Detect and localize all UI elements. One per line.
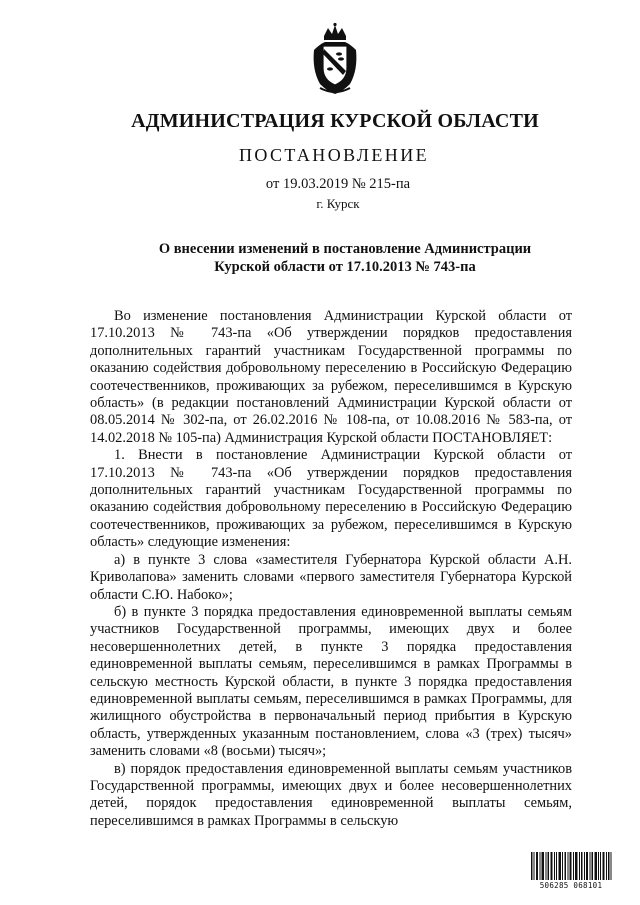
item-v-paragraph: в) порядок предоставления единовременной выплаты семьям участников Государственной программы, имеющих двух и более несовершеннолетних детей, порядок предоставления единовременной выплаты семьям, переселившимся в рамках Программы в сельскую [90, 760, 572, 829]
item-b-paragraph: б) в пункте 3 порядка предоставления единовременной выплаты семьям участников Государственной программы, имеющих двух и более несовершеннолетних детей, в пункте 3 порядка предоставления единовременной выплаты семьям, переселившимся в рамках Программы в сельскую местность Курской области, в пункте 3 порядка предоставления единовременной выплаты семьям, переселившимся в рамках Программы, для жилищного обустройства в первоначальный период прибытия в Курскую область, утвержденных указанным постановлением, слова «3 (трех) тысяч» заменить словами «8 (восьми) тысяч»; [90, 603, 572, 760]
barcode-bars [530, 852, 612, 880]
document-body [90, 308, 572, 830]
document-type: ПОСТАНОВЛЕНИЕ [238, 145, 430, 165]
document-city: г. Курск [316, 196, 360, 211]
organization-title: АДМИНИСТРАЦИЯ КУРСКОЙ ОБЛАСТИ [131, 110, 539, 132]
coat-of-arms-emblem [310, 22, 360, 96]
preamble-paragraph: Во изменение постановления Администрации Курской области от 17.10.2013 № 743-па «Об утверждении порядков предоставления дополнительных гарантий участникам Государственной программы по оказанию содействия добровольному переселению в Российскую Федерацию соотечественников, проживающих за рубежом, переселившимся в Курскую область» (в редакции постановлений Администрации Курской области от 08.05.2014 № 302-па, от 26.02.2016 № 108-па, от 10.08.2016 № 583-па, от 14.02.2018 № 105-па) Администрация Курской области ПОСТАНОВЛЯЕТ: [90, 308, 572, 446]
heading-line-1: О внесении изменений в постановление Администрации [158, 241, 532, 257]
barcode-number: 506285 068101 [539, 881, 603, 890]
document-date-number: от 19.03.2019 № 215-па [265, 176, 411, 192]
heading-line-2: Курской области от 17.10.2013 № 743-па [214, 259, 476, 275]
document-heading [90, 240, 570, 276]
item-1-paragraph: 1. Внести в постановление Администрации Курской области от 17.10.2013 № 743-па «Об утверждении порядков предоставления дополнительных гарантий участникам Государственной программы по оказанию содействия добровольному переселению в Российскую Федерацию соотечественников, проживающих за рубежом, переселившимся в Курскую область» следующие изменения: [90, 447, 572, 551]
document-barcode [530, 852, 612, 890]
item-a-paragraph: а) в пункте 3 слова «заместителя Губернатора Курской области А.Н. Криволапова» заменить словами «первого заместителя Губернатора Курской области С.Ю. Набоко»; [90, 551, 572, 603]
